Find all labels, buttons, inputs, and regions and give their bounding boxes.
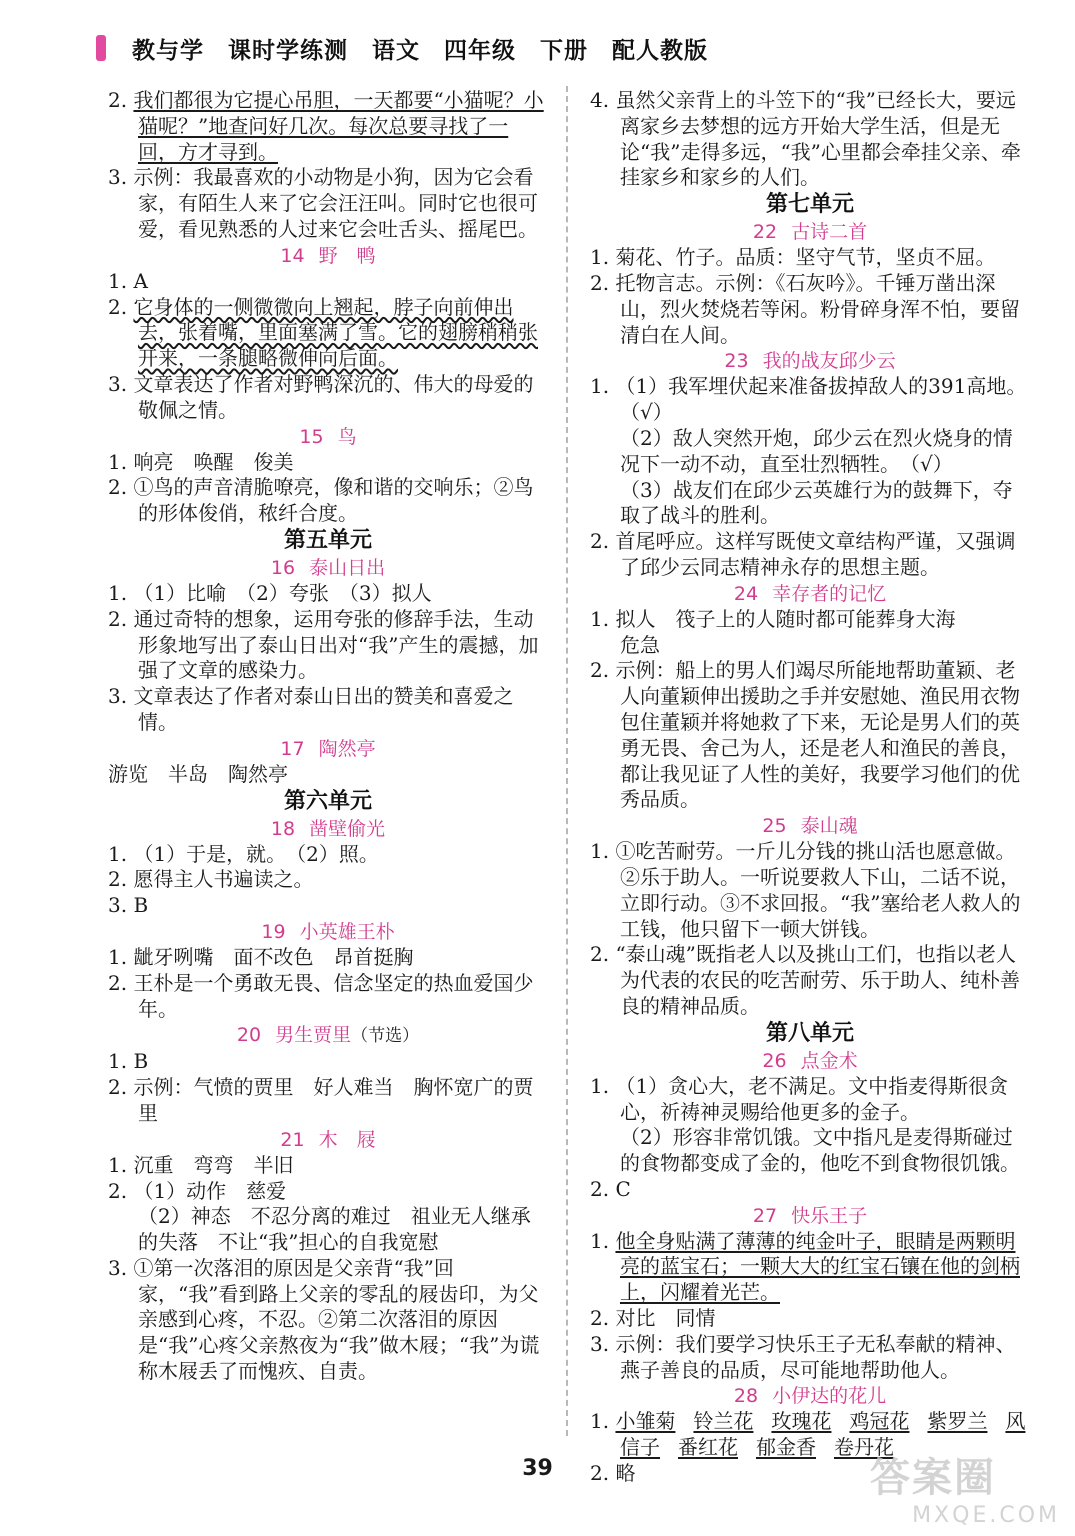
answer-text: 2. （1）动作 慈爱 bbox=[108, 1178, 287, 1203]
answer-text: 2. 对比 同情 bbox=[590, 1306, 716, 1331]
answer-item bbox=[590, 839, 1030, 942]
watermark-logo bbox=[870, 1446, 1060, 1526]
answer-item bbox=[590, 1125, 1030, 1177]
answer-item bbox=[108, 893, 548, 919]
watermark-text: 答案圈 bbox=[870, 1455, 996, 1501]
answer-item bbox=[590, 1306, 1030, 1332]
underlined-text: 它身体的一侧微微向上翘起，脖子向前伸出去，张着嘴，里面塞满了雪。它的翅膀稍稍张开来，一条腿略微伸向后面。 bbox=[133, 294, 538, 371]
lesson-title: 我的战友邱少云 bbox=[762, 350, 896, 373]
underlined-text: 郁金香 bbox=[756, 1435, 816, 1460]
answer-item bbox=[108, 295, 548, 372]
answer-text: 2. 王朴是一个勇敢无畏、信念坚定的热血爱国少年。 bbox=[108, 970, 534, 1021]
answer-text: 1. （1）比喻 （2）夸张 （3）拟人 bbox=[108, 580, 432, 605]
answer-item bbox=[108, 581, 548, 607]
lesson-number: 20 bbox=[236, 1024, 262, 1047]
lesson-title: 泰山日出 bbox=[309, 556, 386, 579]
answer-item bbox=[590, 658, 1030, 813]
answer-text: 2. 托物言志。示例：《石灰吟》。千锤万凿出深山，烈火焚烧若等闲。粉骨碎身浑不怕，要留清白在人间。 bbox=[590, 270, 1020, 347]
answer-text: 1. 拟人 筏子上的人随时都可能葬身大海 bbox=[590, 606, 956, 631]
left-column bbox=[108, 88, 548, 1385]
answer-item bbox=[590, 374, 1030, 426]
lesson-number: 24 bbox=[733, 582, 759, 605]
answer-text: 2. 示例：气愤的贾里 好人难当 胸怀宽广的贾里 bbox=[108, 1075, 534, 1125]
answer-text: 2. 略 bbox=[590, 1461, 636, 1486]
answer-text: 1. bbox=[590, 1409, 616, 1434]
answer-item bbox=[108, 269, 548, 295]
answer-text: 1. ①吃苦耐劳。一斤儿分钱的挑山活也愿意做。②乐于助人。一听说要救人下山，二话不说，立即行动。③不求回报。“我”塞给老人救人的工钱，他只留下一顿大饼钱。 bbox=[590, 839, 1021, 941]
lesson-title: 点金术 bbox=[800, 1049, 858, 1072]
answer-text: 2. bbox=[108, 294, 134, 319]
answer-item bbox=[108, 684, 548, 736]
answer-text: 1. B bbox=[108, 1049, 149, 1074]
unit-heading: 第五单元 bbox=[283, 527, 372, 553]
answer-text: 1. （1）贪心大，老不满足。文中指麦得斯很贪心，祈祷神灵赐给他更多的金子。 bbox=[590, 1073, 1009, 1124]
answer-text: 3. 文章表达了作者对泰山日出的赞美和喜爱之情。 bbox=[108, 684, 514, 734]
answer-item bbox=[108, 867, 548, 893]
header-book-series: 教与学 bbox=[132, 37, 204, 64]
lesson-number: 23 bbox=[724, 350, 749, 373]
answer-text: 3. ①第一次落泪的原因是父亲背“我”回家，“我”看到路上父亲的零乱的屐齿印，为父亲感到心疼，不忍。②第二次落泪的原因是“我”心疼父亲熬夜为“我”做木屐；“我”为谎称木屐丢了而愧疚、自责。 bbox=[108, 1255, 540, 1384]
answer-text: 3. B bbox=[108, 893, 149, 918]
unit-heading: 第八单元 bbox=[765, 1020, 854, 1046]
underlined-text: 他全身贴满了薄薄的纯金叶子，眼睛是两颗明亮的蓝宝石；一颗大大的红宝石镶在他的剑柄上，闪耀着光芒。 bbox=[615, 1228, 1020, 1305]
lesson-number: 28 bbox=[733, 1385, 759, 1408]
lesson-number: 14 bbox=[280, 244, 305, 267]
lesson-heading bbox=[590, 219, 1030, 245]
answer-item bbox=[108, 1256, 548, 1385]
answer-text: （2）敌人突然开炮，邱少云在烈火烧身的情况下一动不动，直至壮烈牺牲。 （√） bbox=[620, 425, 1013, 476]
answer-text: 2. ①鸟的声音清脆嘹亮，像和谐的交响乐；②鸟的形体俊俏，秾纤合度。 bbox=[108, 475, 534, 526]
lesson-title: 陶然亭 bbox=[318, 737, 376, 760]
lesson-heading bbox=[590, 1383, 1030, 1409]
underlined-text: 番红花 bbox=[678, 1435, 738, 1460]
unit-heading: 第七单元 bbox=[765, 192, 854, 218]
answer-item bbox=[590, 1332, 1030, 1384]
answer-item bbox=[590, 88, 1030, 191]
header-edition: 配人教版 bbox=[612, 37, 708, 64]
lesson-title: 凿壁偷光 bbox=[309, 817, 386, 840]
answer-item bbox=[108, 1153, 548, 1179]
answer-text: （2）形容非常饥饿。文中指凡是麦得斯碰过的食物都变成了金的，他吃不到食物很饥饿。 bbox=[620, 1125, 1020, 1176]
answer-item bbox=[108, 971, 548, 1023]
page-header bbox=[96, 28, 732, 68]
answer-item bbox=[108, 372, 548, 424]
lesson-number: 18 bbox=[270, 817, 296, 840]
answer-text: 1. 龇牙咧嘴 面不改色 昂首挺胸 bbox=[108, 944, 414, 969]
header-mark-icon bbox=[96, 35, 106, 61]
lesson-number: 21 bbox=[280, 1128, 305, 1151]
lesson-number: 16 bbox=[270, 556, 296, 579]
lesson-title: 小伊达的花儿 bbox=[772, 1385, 887, 1408]
lesson-number: 17 bbox=[280, 737, 305, 760]
answer-item bbox=[108, 945, 548, 971]
answer-text: 2. bbox=[108, 88, 134, 112]
lesson-heading bbox=[108, 1022, 548, 1049]
answer-text: 3. 示例：我最喜欢的小动物是小狗，因为它会看家，有陌生人来了它会汪汪叫。同时它也很可爱，看见熟悉的人过来它会吐舌头、摇尾巴。 bbox=[108, 165, 538, 241]
lesson-number: 25 bbox=[762, 815, 787, 838]
lesson-number: 27 bbox=[752, 1204, 778, 1227]
page-number: 39 bbox=[522, 1456, 553, 1481]
answer-item bbox=[108, 1179, 548, 1205]
lesson-title: 鸟 bbox=[337, 425, 357, 448]
answer-text: 危急 bbox=[620, 632, 660, 657]
lesson-heading bbox=[108, 243, 548, 269]
header-volume: 下册 bbox=[540, 37, 588, 64]
answer-text: 1. 沉重 弯弯 半旧 bbox=[108, 1152, 294, 1177]
answer-item bbox=[590, 1177, 1030, 1203]
lesson-title: 木 屐 bbox=[318, 1128, 376, 1151]
lesson-heading bbox=[590, 1048, 1030, 1074]
header-series-name: 课时学练测 bbox=[228, 37, 348, 64]
lesson-title: 野 鸭 bbox=[318, 244, 376, 267]
lesson-heading bbox=[590, 1203, 1030, 1229]
lesson-title: 快乐王子 bbox=[791, 1204, 868, 1227]
answer-item bbox=[108, 842, 548, 868]
lesson-heading bbox=[108, 424, 548, 450]
answer-text: 3. 文章表达了作者对野鸭深沉的、伟大的母爱的敬佩之情。 bbox=[108, 371, 534, 422]
underlined-text: 鸡冠花 bbox=[849, 1409, 910, 1434]
answer-text: 3. 示例：我们要学习快乐王子无私奉献的精神、燕子善良的品质，尽可能地帮助他人。 bbox=[590, 1331, 1016, 1382]
answer-text: 4. 虽然父亲背上的斗笠下的“我”已经长大，要远离家乡去梦想的远方开始大学生活，但是无论“我”走得多远，“我”心里都会牵挂父亲、牵挂家乡和家乡的人们。 bbox=[590, 88, 1021, 190]
underlined-text: 玫瑰花 bbox=[771, 1409, 832, 1434]
unit-heading: 第六单元 bbox=[283, 788, 372, 814]
answer-text: 2. 愿得主人书遍读之。 bbox=[108, 867, 314, 892]
lesson-title: 泰山魂 bbox=[800, 815, 858, 838]
answer-item bbox=[590, 271, 1030, 348]
answer-text: （2）神态 不忍分离的难过 祖业无人继承的失落 不让“我”担心的自我宽慰 bbox=[138, 1204, 531, 1255]
answer-item bbox=[108, 165, 548, 242]
lesson-heading bbox=[108, 555, 548, 581]
lesson-heading bbox=[108, 736, 548, 762]
answer-text: 2. 通过奇特的想象，运用夸张的修辞手法，生动形象地写出了泰山日出对“我”产生的震撼，加强了文章的感染力。 bbox=[108, 606, 539, 683]
answer-item bbox=[108, 1049, 548, 1075]
answer-item bbox=[590, 633, 1030, 659]
lesson-title: 古诗二首 bbox=[791, 221, 868, 244]
lesson-heading bbox=[590, 813, 1030, 839]
lesson-heading bbox=[590, 348, 1030, 374]
right-column bbox=[590, 88, 1030, 1487]
answer-item bbox=[590, 942, 1030, 1019]
answer-text: 游览 半岛 陶然亭 bbox=[108, 761, 288, 786]
answer-item bbox=[108, 88, 548, 165]
lesson-heading bbox=[108, 1127, 548, 1153]
lesson-title: 小英雄王朴 bbox=[299, 920, 395, 943]
underlined-text: 我们都很为它提心吊胆，一天都要“小猫呢？小猫呢？”地查问好几次。每次总要寻找了一回，方才寻到。 bbox=[133, 88, 544, 164]
header-subject: 语文 bbox=[372, 37, 420, 64]
answer-item bbox=[108, 450, 548, 476]
column-divider bbox=[566, 86, 568, 1436]
answer-item bbox=[108, 475, 548, 527]
lesson-number: 26 bbox=[762, 1049, 787, 1072]
lesson-title: 幸存者的记忆 bbox=[772, 582, 887, 605]
answer-item bbox=[590, 478, 1030, 530]
answer-text: 1. （1）我军埋伏起来准备拔掉敌人的391高地。（√） bbox=[590, 374, 1027, 425]
answer-item bbox=[108, 1204, 548, 1256]
lesson-heading bbox=[590, 581, 1030, 607]
answer-text: 1. 响亮 唤醒 俊美 bbox=[108, 449, 294, 474]
lesson-note: （节选） bbox=[351, 1026, 420, 1047]
answer-item bbox=[590, 245, 1030, 271]
lesson-title: 男生贾里 bbox=[275, 1024, 352, 1047]
underlined-text: 小雏菊 bbox=[615, 1409, 676, 1434]
answer-text: （3）战友们在邱少云英雄行为的鼓舞下，夺取了战斗的胜利。 bbox=[620, 477, 1013, 528]
answer-item bbox=[108, 1075, 548, 1127]
answer-item bbox=[590, 426, 1030, 478]
underlined-text: 紫罗兰 bbox=[927, 1409, 988, 1434]
answer-item bbox=[108, 607, 548, 684]
answer-text: 2. 首尾呼应。这样写既使文章结构严谨，又强调了邱少云同志精神永存的思想主题。 bbox=[590, 529, 1016, 579]
watermark-url: MXQE.COM bbox=[912, 1503, 1060, 1528]
answer-text: 1. bbox=[590, 1228, 616, 1253]
answer-item bbox=[590, 1074, 1030, 1126]
header-grade: 四年级 bbox=[444, 37, 516, 64]
answer-text: 1. 菊花、竹子。品质：坚守气节，坚贞不屈。 bbox=[590, 245, 996, 270]
answer-text: 2. 示例：船上的男人们竭尽所能地帮助董颖、老人向董颖伸出援助之手并安慰她、渔民用衣物包住董颖并将她救了下来，无论是男人们的英勇无畏、舍己为人，还是老人和渔民的善良，都让我见证了人性的美好，我要学习他们的优秀品质。 bbox=[590, 658, 1020, 812]
answer-item bbox=[590, 1229, 1030, 1306]
lesson-heading bbox=[108, 816, 548, 842]
answer-text: 2. “泰山魂”既指老人以及挑山工们，也指以老人为代表的农民的吃苦耐劳、乐于助人、纯朴善良的精神品质。 bbox=[590, 942, 1020, 1018]
lesson-number: 15 bbox=[299, 425, 324, 448]
answer-text: 1. A bbox=[108, 268, 148, 293]
lesson-number: 22 bbox=[752, 221, 778, 244]
underlined-text: 风信子 bbox=[620, 1409, 1026, 1460]
underlined-text: 铃兰花 bbox=[693, 1409, 754, 1434]
lesson-heading bbox=[108, 919, 548, 945]
answer-item bbox=[108, 762, 548, 788]
lesson-number: 19 bbox=[261, 920, 286, 943]
answer-text: 2. C bbox=[590, 1176, 631, 1201]
underlined-text: 卷丹花 bbox=[834, 1435, 894, 1460]
answer-item bbox=[590, 607, 1030, 633]
answer-text: 1. （1）于是，就。 （2）照。 bbox=[108, 841, 379, 866]
answer-item bbox=[590, 529, 1030, 581]
